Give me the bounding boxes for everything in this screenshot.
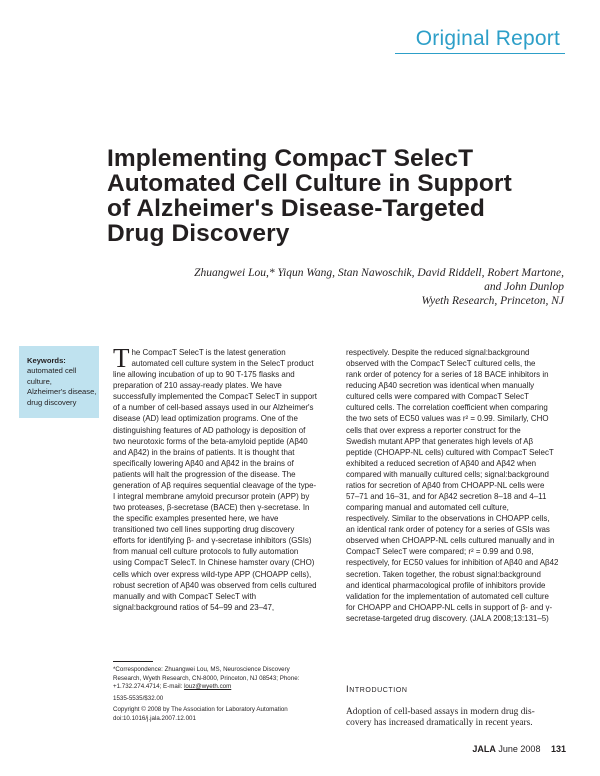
issn: 1535-5535/$32.00 (113, 694, 164, 702)
abstract-line: observed with the CompacT SelecT cultured cells, the (346, 359, 536, 369)
abstract-line: generation of Aβ requires sequential cleavage of the type- (113, 480, 317, 490)
issue-date: June 2008 (498, 744, 541, 754)
abstract-line: two proteases, β-secretase (BACE) then γ-secretase. In (113, 503, 310, 513)
article-title (107, 146, 577, 246)
keyword-line: culture, (27, 376, 52, 386)
abstract-line: cells that over express a reporter construct for the (346, 425, 521, 435)
keyword-line: Alzheimer's disease, (27, 387, 97, 397)
abstract-line: exhibited a reduced secretion of Aβ40 and Aβ42 when (346, 458, 537, 468)
page-footer (472, 744, 566, 754)
abstract-line: CompacT SelecT were compared; r² = 0.99 and 0.98, (346, 547, 534, 557)
abstract-line: robust secretion of Aβ40 was observed from cells cultured (113, 580, 317, 590)
correspondence-contact: +1.732.274.4714; E-mail: (113, 683, 183, 691)
abstract-line: successfully implemented the CompacT SelecT in support (113, 392, 317, 402)
abstract-line: respectively, for EC50 values for inhibition of Aβ40 and Aβ42 (346, 558, 559, 568)
abstract-line: compared with manually cultured cells; signal:background (346, 469, 549, 479)
abstract-line: he CompacT SelecT is the latest generation (131, 348, 286, 357)
abstract-line: the two sets of EC50 values was r² = 0.99. Similarly, CHO (346, 414, 549, 424)
abstract-line: secretion. Taken together, the robust signal:background (346, 569, 541, 579)
abstract-line: validation for the implementation of automated cell culture (346, 591, 549, 601)
abstract-line: preparation of 210 assay-ready plates. We have (113, 381, 282, 391)
abstract-line: two neurotoxic forms of the beta-amyloid peptide (Aβ40 (113, 436, 308, 446)
title-line: Drug Discovery (107, 220, 290, 247)
abstract-line: efforts for identifying β- and γ-secretase inhibitors (GSIs) (113, 536, 312, 546)
affiliation: Wyeth Research, Princeton, NJ (421, 295, 564, 307)
keyword-line: automated cell (27, 366, 77, 376)
abstract-line: of a number of cell-based assays used in our Alzheimer's (113, 403, 314, 413)
abstract-line: 57–71 and 16–31, and for Aβ42 secretion 8–18 and 4–11 (346, 492, 547, 502)
abstract-line: distinguishing features of AD pathology is deposition of (113, 425, 306, 435)
abstract-line: peptide (CHOAPP-NL cells) cultured with CompacT SelecT (346, 447, 554, 457)
abstract-line: using CompacT SelecT. In Chinese hamster ovary (CHO) (113, 558, 315, 568)
abstract-line: from manual cell culture protocols to fully automation (113, 547, 299, 557)
title-line: Automated Cell Culture in Support (107, 170, 512, 197)
abstract-line: the specific examples presented here, we have (113, 514, 279, 524)
abstract-line: reducing Aβ40 secretion was identical when manually (346, 381, 535, 391)
header-rule (395, 53, 565, 54)
correspondence-line: *Correspondence: Zhuangwei Lou, MS, Neuroscience Discovery (113, 666, 290, 673)
abstract-line: manually and with CompacT SelecT with (113, 591, 257, 601)
author-line: Zhuangwei Lou,* Yiqun Wang, Stan Nawoschik, David Riddell, Robert Martone, (194, 267, 564, 279)
body-line: covery has increased dramatically in recent years. (346, 718, 533, 729)
abstract-line: observed when CHOAPP-NL cells cultured manually and in (346, 536, 555, 546)
abstract-left-column (113, 343, 331, 613)
keywords-box (19, 346, 99, 418)
journal-name: JALA (472, 744, 496, 754)
abstract-line: I integral membrane amyloid precursor protein (APP) by (113, 492, 310, 502)
abstract-line: for CHOAPP and CHOAPP-NL cells in support of β- and γ- (346, 602, 553, 612)
abstract-line: an identical rank order of potency for a series of GSIs was (346, 525, 550, 535)
abstract-line: ratios for secretion of Aβ40 from CHOAPP-NL cells were (346, 480, 545, 490)
abstract-line: cultured cells were compared with CompacT SelecT (346, 392, 529, 402)
footnote-rule (113, 661, 153, 662)
abstract-line: disease (AD) lead optimization programs. One of the (113, 414, 298, 424)
abstract-line: automated cell culture system in the SelecT product (131, 359, 314, 369)
abstract-line: respectively. Despite the reduced signal:background (346, 348, 530, 357)
keyword-line: drug discovery (27, 397, 77, 407)
abstract-line: and identical pharmacological profile of inhibitors provide (346, 580, 546, 590)
abstract-line: Swedish mutant APP that generates high levels of Aβ (346, 436, 534, 446)
section-heading-introduction: Introduction (346, 684, 408, 695)
abstract-line: respectively. Similar to the observations in CHOAPP cells, (346, 514, 550, 524)
doi: doi:10.1016/j.jala.2007.12.001 (113, 714, 196, 722)
abstract-line: rank order of potency for a series of 18 BACE inhibitors in (346, 370, 549, 380)
correspondence-line: Research, Wyeth Research, CN-8000, Princeton, NJ 08543; Phone: (113, 674, 300, 682)
abstract-line: comparing manual and automated cell culture, (346, 503, 509, 513)
page-number: 131 (550, 744, 566, 754)
abstract-line: signal:background ratios of 54–99 and 23–47, (113, 602, 275, 612)
abstract-line: patients will halt the progression of the disease. The (113, 469, 296, 479)
abstract-right-column (346, 347, 568, 624)
email-link[interactable]: louz@wyeth.com (184, 683, 232, 691)
abstract-line: cultured cells. The correlation coefficient when comparing (346, 403, 548, 413)
abstract-line: transitioned two cell lines supporting drug discovery (113, 525, 295, 535)
abstract-line: specifically lowering Aβ40 and Aβ42 in the brains of (113, 458, 294, 468)
author-line: and John Dunlop (484, 281, 564, 293)
body-line: Adoption of cell-based assays in modern drug dis- (346, 707, 535, 717)
correspondence-line (113, 683, 333, 692)
abstract-line: and Aβ42) in the brains of patients. It is thought that (113, 447, 295, 457)
author-block (104, 266, 564, 308)
copyright: Copyright © 2008 by The Association for Laboratory Automation (113, 706, 288, 714)
footnote-block (113, 666, 333, 724)
abstract-line: line allowing incubation of up to 90 T-175 flasks and (113, 370, 295, 380)
abstract-line: cells which over express wild-type APP (CHOAPP cells), (113, 569, 312, 579)
keywords-label: Keywords: (27, 356, 66, 365)
title-line: of Alzheimer's Disease-Targeted (107, 195, 485, 222)
abstract-line: secretase-targeted drug discovery. (JALA 2008;13:131–5) (346, 613, 549, 623)
report-type-label: Original Report (415, 27, 560, 50)
title-line: Implementing CompacT SelecT (107, 145, 474, 172)
introduction-body (346, 707, 568, 730)
drop-cap: T (113, 343, 130, 373)
